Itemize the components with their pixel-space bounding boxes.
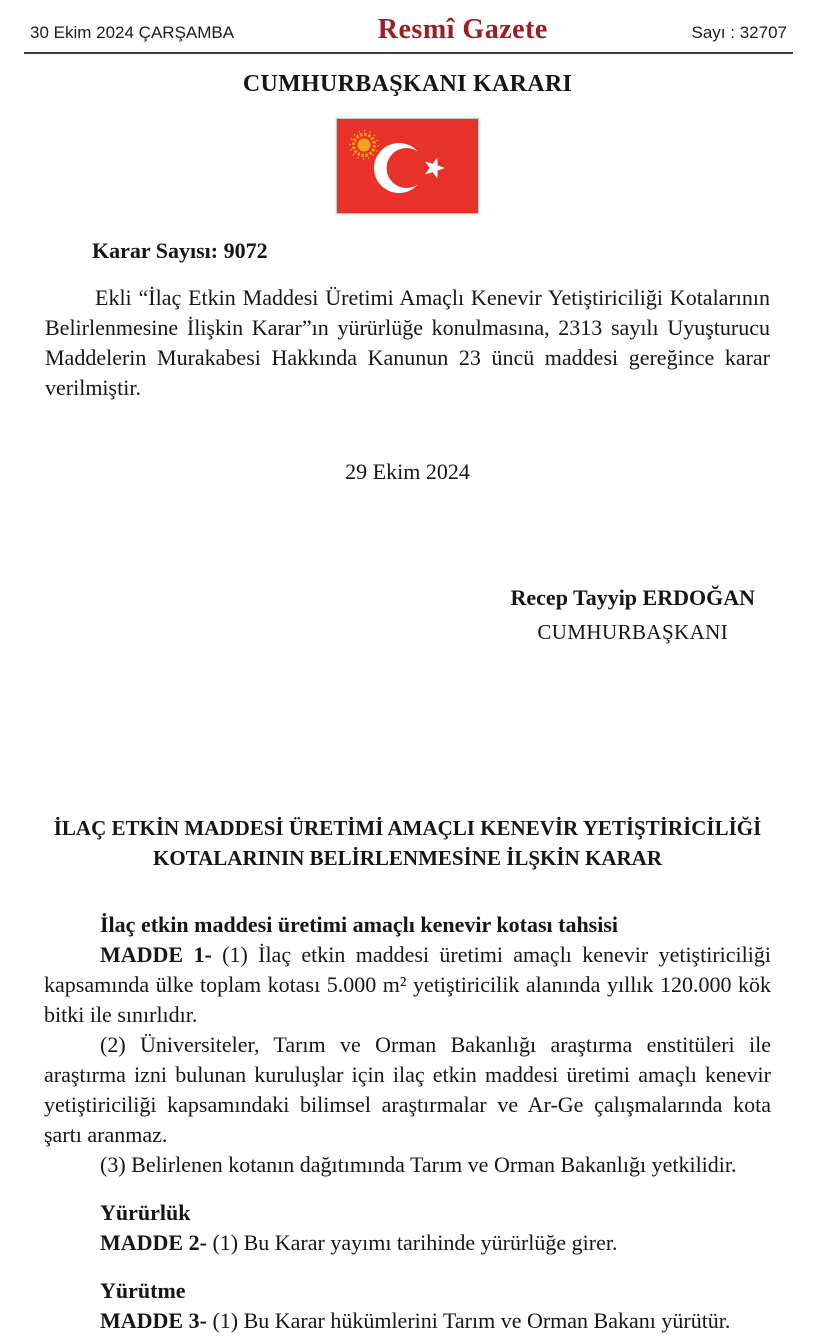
- section-heading: Yürürlük: [100, 1200, 191, 1225]
- gazette-header: [0, 0, 815, 52]
- article-2-paragraph-1: [44, 1228, 771, 1258]
- regulation-title-line1: İLAÇ ETKİN MADDESİ ÜRETİMİ AMAÇLI KENEVİR YETİŞTİRİCİLİĞİ: [53, 816, 762, 840]
- regulation-content: [44, 910, 771, 1336]
- section-heading: Yürütme: [100, 1278, 186, 1303]
- signature-title: CUMHURBAŞKANI: [537, 620, 729, 644]
- header-issue-number: Sayı : 32707: [691, 23, 787, 42]
- decision-number: Karar Sayısı: 9072: [92, 238, 268, 263]
- article-3-paragraph-1: [44, 1306, 771, 1336]
- article-lead: MADDE 1-: [100, 942, 212, 967]
- decree-heading: CUMHURBAŞKANI KARARI: [242, 71, 573, 97]
- article-1-paragraph-2: [44, 1030, 771, 1150]
- regulation-section-execution: [44, 1276, 771, 1336]
- header-divider: [24, 52, 793, 54]
- signature-block: [511, 585, 755, 645]
- article-text: (1) Bu Karar yayımı tarihinde yürürlüğe girer.: [206, 1230, 618, 1255]
- regulation-section-quota: [44, 910, 771, 1180]
- article-text: (1) Bu Karar hükümlerini Tarım ve Orman Bakanı yürütür.: [206, 1308, 731, 1333]
- article-lead: MADDE 3-: [100, 1308, 207, 1333]
- article-text: (2) Üniversiteler, Tarım ve Orman Bakanlığı araştırma enstitüleri ile araştırma izni bulunan kuruluşlar için ilaç etkin maddesi üretimi amaçlı kenevir yetiştiriciliği kapsamındaki bilimsel araştırmalar ve Ar-Ge çalışmalarında kota şartı aranmaz.: [44, 1032, 771, 1147]
- decree-date: 29 Ekim 2024: [345, 459, 470, 484]
- article-text: (1) İlaç etkin maddesi üretimi amaçlı kenevir yetiştiriciliği kapsamında ülke toplam kotası 5.000 m² yetiştiricilik alanında yıllık 120.000 kök bitki ile sınırlıdır.: [44, 942, 771, 1027]
- regulation-title: [0, 813, 815, 873]
- article-lead: MADDE 2-: [100, 1230, 207, 1255]
- section-heading: İlaç etkin maddesi üretimi amaçlı kenevir kotası tahsisi: [100, 912, 619, 937]
- signature-name: Recep Tayyip ERDOĞAN: [510, 585, 755, 610]
- article-text: (3) Belirlenen kotanın dağıtımında Tarım ve Orman Bakanlığı yetkilidir.: [100, 1152, 737, 1177]
- gazette-masthead: Resmî Gazete: [377, 14, 548, 45]
- flag-container: [0, 119, 815, 213]
- header-date: 30 Ekim 2024 ÇARŞAMBA: [30, 23, 235, 42]
- decree-body-text: Ekli “İlaç Etkin Maddesi Üretimi Amaçlı Kenevir Yetiştiriciliği Kotalarının Belirlenmesine İlişkin Karar”ın yürürlüğe konulmasına, 2313 sayılı Uyuşturucu Maddelerin Murakabesi Hakkında Kanunun 23 üncü maddesi gereğince karar verilmiştir.: [45, 285, 770, 400]
- regulation-title-line2: KOTALARININ BELİRLENMESİNE İLŞKİN KARAR: [153, 846, 662, 870]
- regulation-section-effective-date: [44, 1198, 771, 1258]
- article-1-paragraph-3: [44, 1150, 771, 1180]
- turkish-presidential-flag-icon: [337, 119, 478, 213]
- article-1-paragraph-1: [44, 940, 771, 1030]
